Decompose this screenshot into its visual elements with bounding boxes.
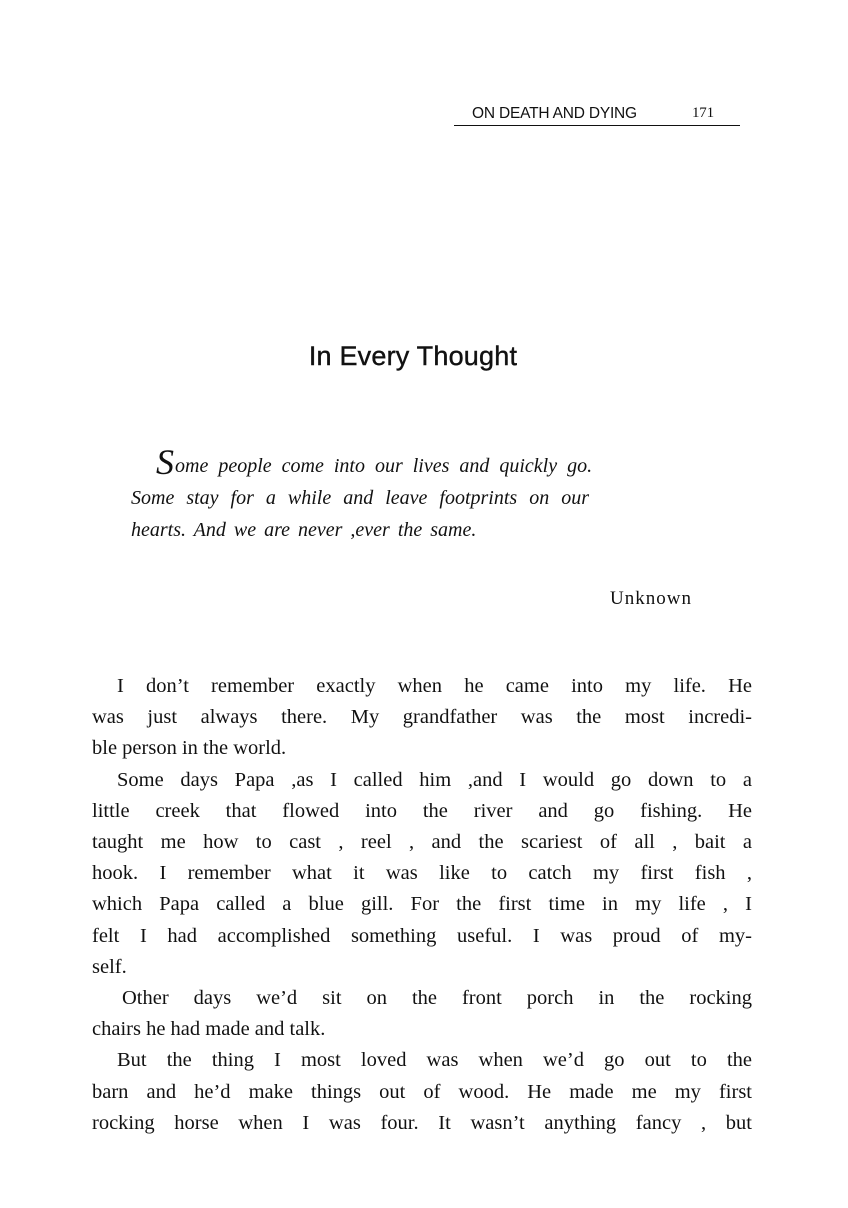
body-line: taught me how to cast , reel , and the scariest of all , bait a — [92, 831, 752, 854]
body-text — [92, 671, 752, 1139]
body-line: was just always there. My grandfather was the most incredi- — [92, 706, 752, 729]
body-line: I don’t remember exactly when he came into my life. He — [117, 675, 752, 697]
body-line: which Papa called a blue gill. For the first time in my life , I — [92, 893, 752, 916]
page-number: 171 — [692, 105, 714, 121]
body-line: ble person in the world. — [92, 737, 287, 760]
body-line: hook. I remember what it was like to catch my first fish , — [92, 862, 752, 885]
body-line: self. — [92, 955, 127, 978]
epigraph-line: hearts. And we are never ,ever the same. — [131, 519, 477, 541]
epigraph-attribution: Unknown — [610, 588, 692, 609]
body-line: rocking horse when I was four. It wasn’t anything fancy , but — [92, 1111, 752, 1134]
body-line: chairs he had made and talk. — [92, 1018, 326, 1041]
body-line: Other days we’d sit on the front porch in the rocking — [122, 987, 752, 1010]
epigraph-dropcap: S — [156, 442, 174, 482]
body-line: little creek that flowed into the river and go fishing. He — [92, 799, 752, 822]
body-line: barn and he’d make things out of wood. He made me my first — [92, 1080, 752, 1103]
chapter-title: In Every Thought — [308, 341, 518, 372]
body-line: Some days Papa ,as I called him ,and I would go down to a — [117, 768, 752, 791]
epigraph-line — [131, 442, 706, 482]
epigraph — [131, 442, 706, 546]
running-head-title: ON DEATH AND DYING — [472, 105, 637, 122]
running-head — [454, 104, 740, 126]
body-line: But the thing I most loved was when we’d go out to the — [117, 1049, 752, 1072]
epigraph-line-text: ome people come into our lives and quickly go. — [175, 455, 593, 477]
body-line: felt I had accomplished something useful. I was proud of my- — [92, 924, 752, 947]
epigraph-line: Some stay for a while and leave footprints on our — [131, 487, 589, 509]
